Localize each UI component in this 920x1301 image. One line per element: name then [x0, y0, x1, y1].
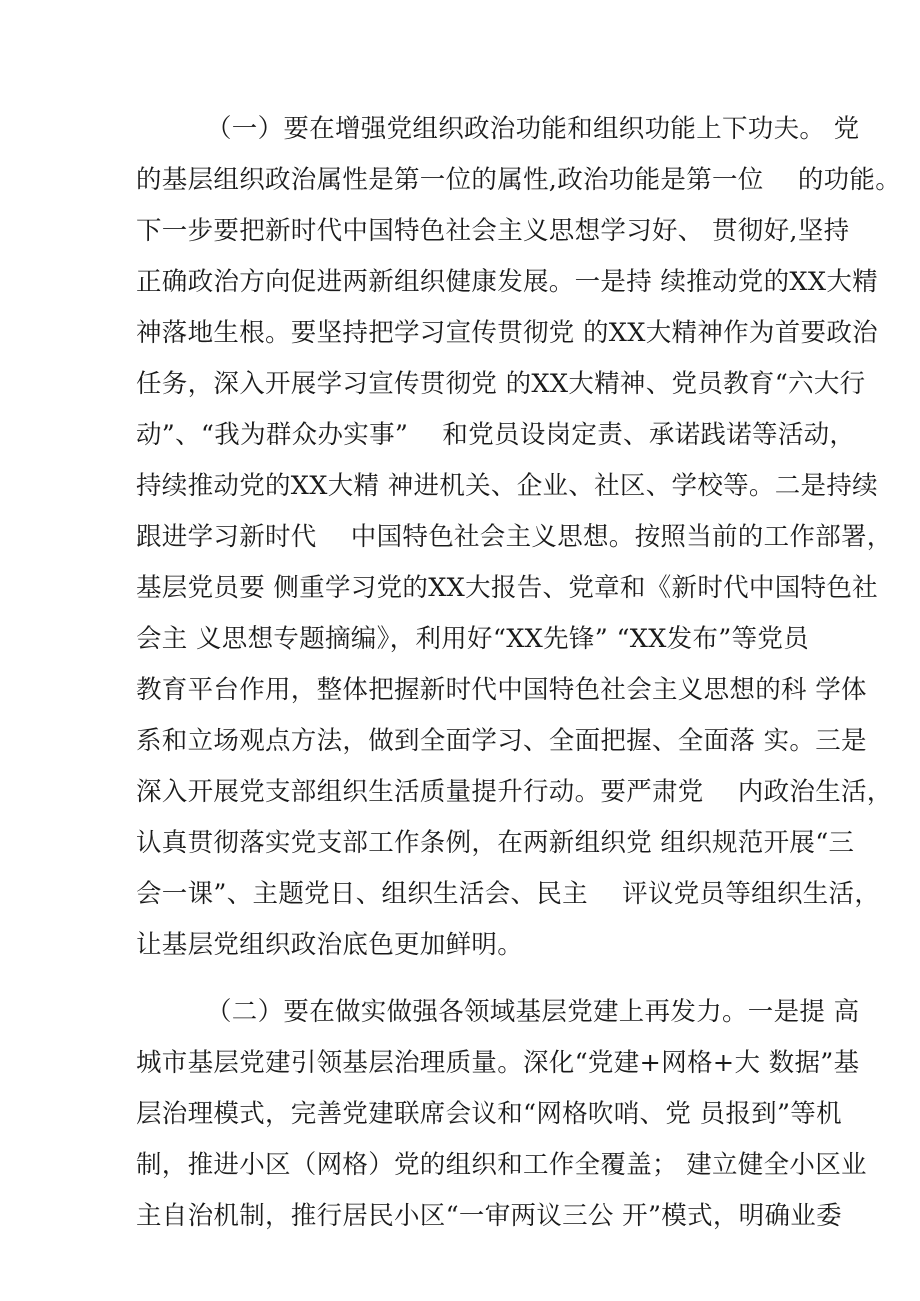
text-line: 会主 义思想专题摘编》，利用好“XX先锋” “XX发布”等党员	[136, 624, 810, 654]
text-line: （二）要在做实做强各领域基层党建上再发力。一是提 高	[206, 997, 860, 1027]
text-line: 制，推进小区（网格）党的组织和工作全覆盖； 建立健全小区业	[136, 1150, 867, 1180]
text-line: 跟进学习新时代 中国特色社会主义思想。按照当前的工作部署，	[136, 522, 893, 552]
text-line: 系和立场观点方法，做到全面学习、全面把握、全面落 实。三是	[136, 726, 867, 756]
text-line: 教育平台作用，整体把握新时代中国特色社会主义思想的科 学体	[136, 675, 867, 705]
text-line: 基层党员要 侧重学习党的XX大报告、党章和《新时代中国特色社	[136, 573, 878, 603]
text-line: 任务，深入开展学习宣传贯彻党 的XX大精神、党员教育“六大行	[136, 369, 866, 399]
text-line: 神落地生根。要坚持把学习宣传贯彻党 的XX大精神作为首要政治	[136, 318, 878, 348]
text-line: 会一课”、主题党日、组织生活会、民主 评议党员等组织生活，	[136, 879, 881, 909]
text-line: 主自治机制，推行居民小区“一审两议三公 开”模式，明确业委	[136, 1201, 842, 1231]
text-line: （一）要在增强党组织政治功能和组织功能上下功夫。 党	[206, 114, 860, 144]
text-line: 让基层党组织政治底色更加鲜明。	[136, 930, 524, 960]
text-line: 深入开展党支部组织生活质量提升行动。要严肃党 内政治生活，	[136, 777, 893, 807]
text-line: 认真贯彻落实党支部工作条例，在两新组织党 组织规范开展“三	[136, 828, 855, 858]
text-line: 城市基层党建引领基层治理质量。深化“党建+网格+大 数据”基	[136, 1048, 860, 1078]
text-line: 动”、“我为群众办实事” 和党员设岗定责、承诺践诺等活动，	[136, 420, 856, 450]
text-line: 持续推动党的XX大精 神进机关、企业、社区、学校等。二是持续	[136, 471, 878, 501]
text-line: 的基层组织政治属性是第一位的属性,政治功能是第一位 的功能。	[136, 165, 902, 195]
text-line: 正确政治方向促进两新组织健康发展。一是持 续推动党的XX大精	[136, 267, 878, 297]
text-line: 下一步要把新时代中国特色社会主义思想学习好、 贯彻好,坚持	[136, 216, 850, 246]
text-line: 层治理模式，完善党建联席会议和“网格吹哨、党 员报到”等机	[136, 1099, 842, 1129]
